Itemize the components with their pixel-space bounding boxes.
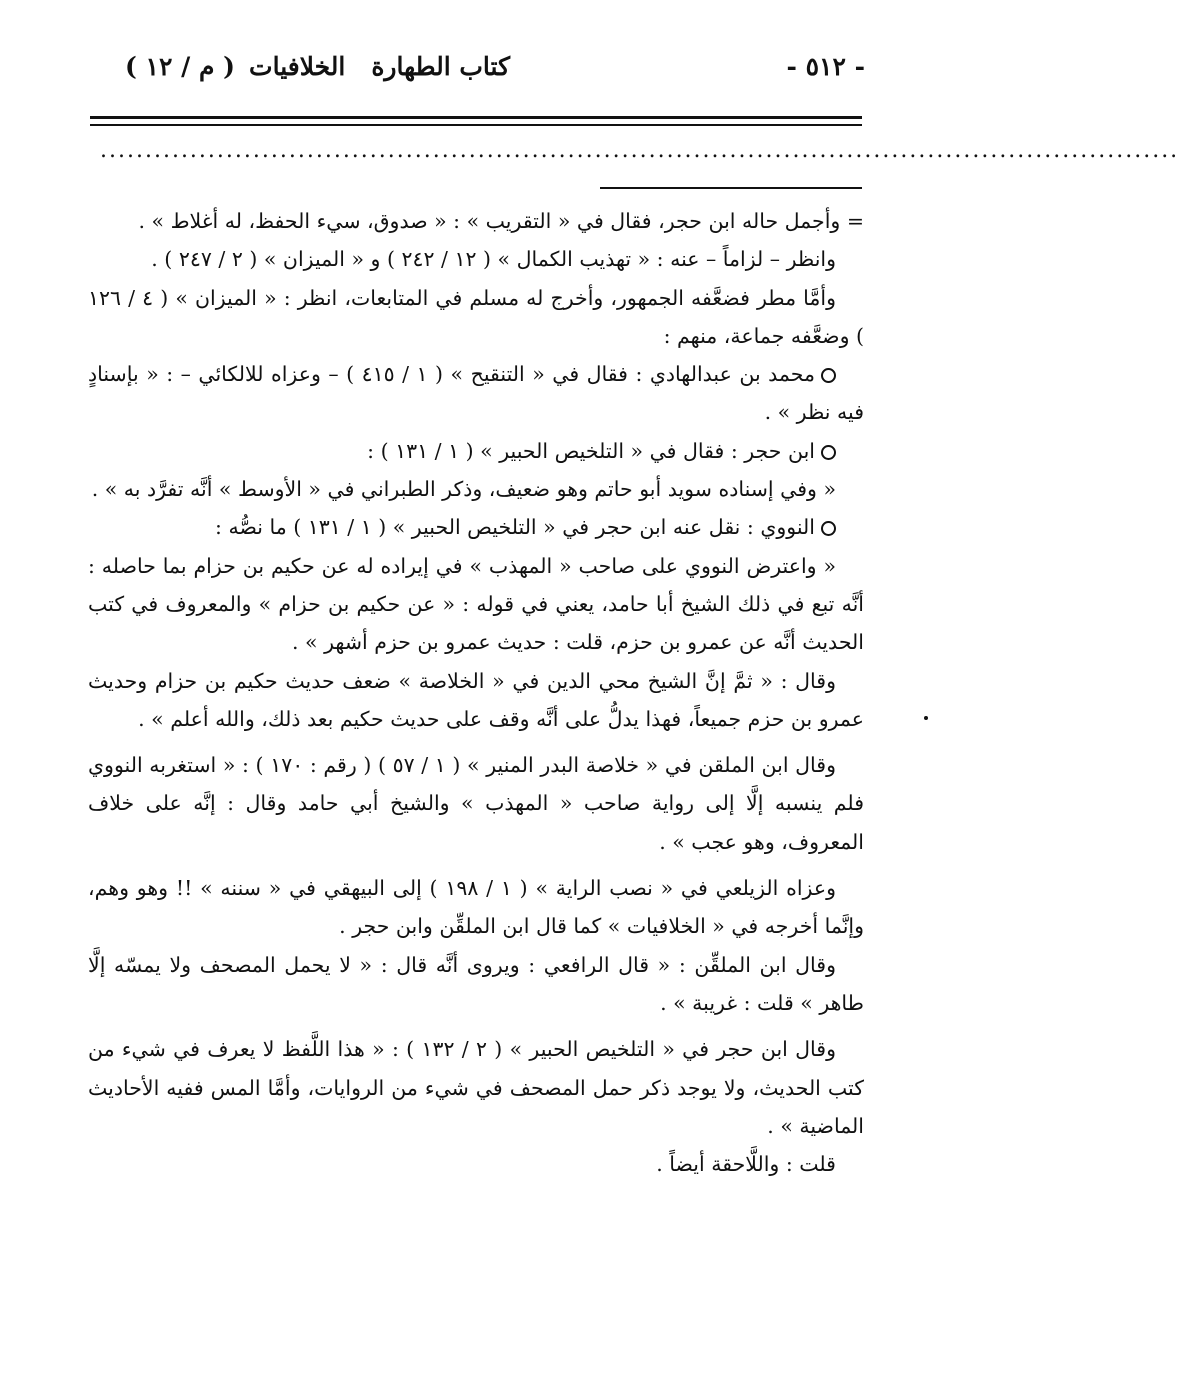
margin-dot [924, 716, 928, 720]
paragraph: وأمَّا مطر فضعَّفه الجمهور، وأخرج له مسلم في المتابعات، انظر : « الميزان » ( ٤ / ١٢٦ ) وضعَّفه جماعة، منهم : [88, 285, 864, 348]
list-item-text: النووي : نقل عنه ابن حجر في « التلخيص الحبير » ( ١ / ١٣١ ) ما نصُّه : [215, 515, 815, 540]
section-title: الخلافيات [249, 52, 346, 81]
footnote-body [88, 202, 864, 1183]
list-item [88, 508, 864, 546]
list-item [88, 432, 864, 470]
paragraph: وقال ابن حجر في « التلخيص الحبير » ( ٢ / ١٣٢ ) : « هذا اللَّفظ لا يعرف في شيء من كتب الحديث، ولا يوجد ذكر حمل المصحف في شيء من الروايات، وأمَّا المس ففيه الأحاديث الماضية » . [88, 1037, 864, 1138]
list-item [88, 355, 864, 432]
list-item-text: ابن حجر : فقال في « التلخيص الحبير » ( ١ / ١٣١ ) : [367, 438, 815, 463]
list-item-text: محمد بن عبدالهادي : فقال في « التنقيح » ( ١ / ٤١٥ ) – وعزاه للالكائي – : « بإسنادٍ فيه نظر » . [88, 362, 864, 425]
dotted-separator: ........................................................................................................................ [100, 138, 1179, 163]
paragraph: وقال ابن الملقن في « خلاصة البدر المنير » ( ١ / ٥٧ ) ( رقم : ١٧٠ ) : « استغربه النووي فلم ينسبه إلَّا إلى رواية صاحب « المهذب » والشيخ أبي حامد وقال : إنَّه على خلاف المعروف، وهو عجب » . [88, 753, 864, 854]
page-header [95, 52, 865, 92]
circle-bullet-icon [821, 521, 836, 536]
running-title [223, 52, 510, 81]
paragraph: = وأجمل حاله ابن حجر، فقال في « التقريب » : « صدوق، سيء الحفظ، له أغلاط » . [138, 209, 864, 233]
circle-bullet-icon [821, 445, 836, 460]
paragraph: وانظر – لزاماً – عنه : « تهذيب الكمال » ( ١٢ / ٢٤٢ ) و « الميزان » ( ٢ / ٢٤٧ ) . [151, 247, 836, 272]
circle-bullet-icon [821, 368, 836, 383]
quote: « وفي إسناده سويد أبو حاتم وهو ضعيف، وذكر الطبراني في « الأوسط » أنَّه تفرَّد به » . [91, 477, 836, 502]
header-rule-thin [90, 124, 862, 126]
quote: « واعترض النووي على صاحب « المهذب » في إيراده له عن حكيم بن حزام بما حاصله : أنَّه تبع في ذلك الشيخ أبا حامد، يعني في قوله : « عن حكيم بن حزام » والمعروف في كتب الحديث أنَّه عن عمرو بن حزم، قلت : حديث عمرو بن حزم أشهر » . [88, 553, 864, 655]
page-number: - ٥١٢ - [786, 52, 865, 81]
section-reference: ( م / ١٢ ) [125, 52, 235, 81]
footnote-rule [600, 187, 862, 189]
paragraph: وعزاه الزيلعي في « نصب الراية » ( ١ / ١٩٨ ) إلى البيهقي في « سننه » !! وهو وهم، وإنَّما أخرجه في « الخلافيات » كما قال ابن الملقِّن وابن حجر . [88, 876, 864, 939]
paragraph: وقال : « ثمَّ إنَّ الشيخ محي الدين في « الخلاصة » ضعف حديث حكيم بن حزام وحديث عمرو بن حزم جميعاً، فهذا يدلُّ على أنَّه وقف على حديث حكيم بعد ذلك، والله أعلم » . [88, 668, 864, 731]
paragraph: وقال ابن الملقِّن : « قال الرافعي : ويروى أنَّه قال : « لا يحمل المصحف ولا يمسّه إلَّا طاهر » قلت : غريبة » . [88, 952, 864, 1015]
header-rule-thick [90, 116, 862, 119]
book-title: كتاب الطهارة [371, 52, 510, 81]
paragraph: قلت : واللَّاحقة أيضاً . [656, 1152, 836, 1177]
